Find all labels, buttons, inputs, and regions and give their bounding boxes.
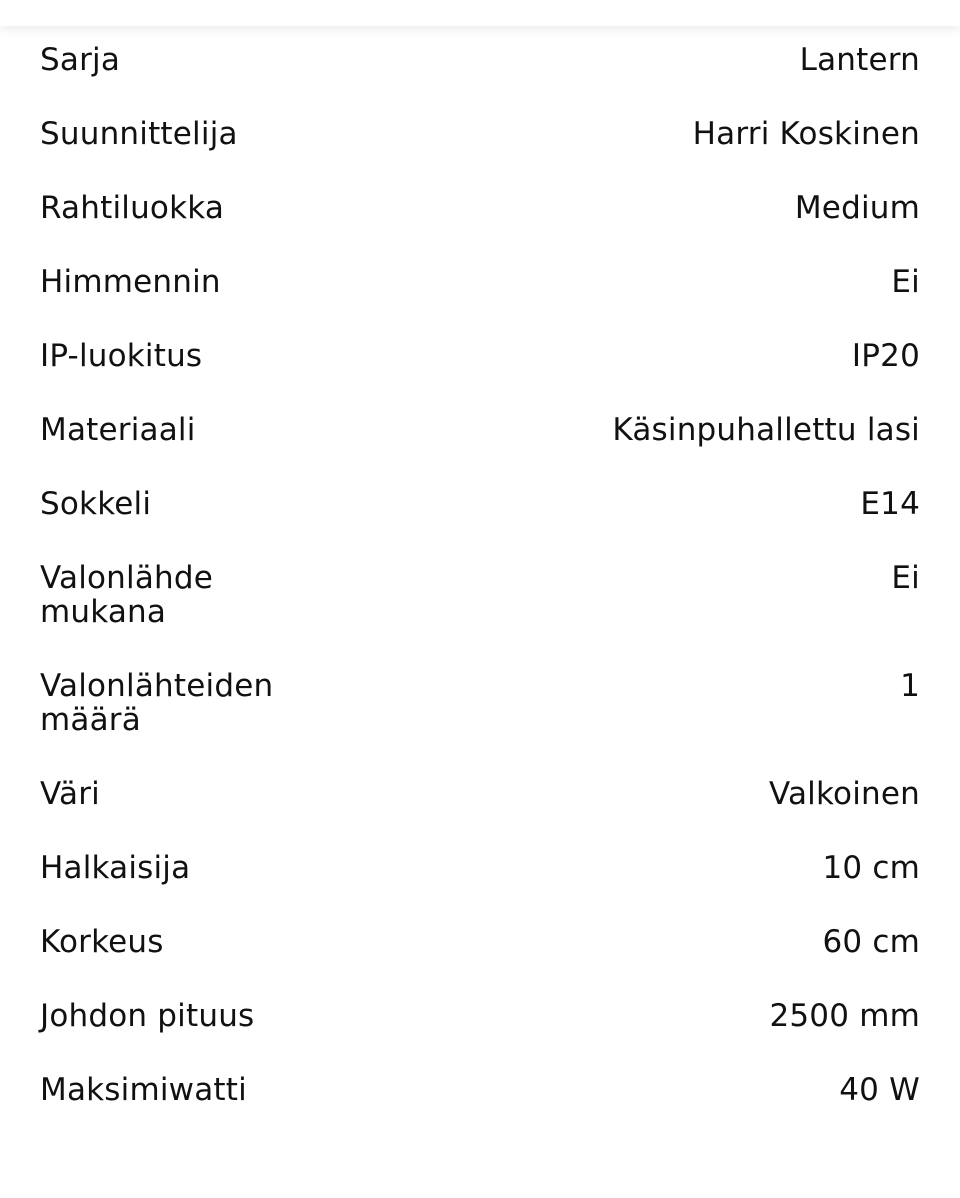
- spec-label: Valonlähde mukana: [40, 560, 214, 630]
- spec-value: 40 W: [839, 1072, 920, 1108]
- spec-label: Korkeus: [40, 924, 164, 960]
- spec-label: Sarja: [40, 42, 121, 78]
- top-bar: [0, 0, 960, 26]
- spec-value: IP20: [851, 338, 920, 374]
- spec-row: [40, 669, 920, 737]
- spec-row: [40, 413, 920, 447]
- spec-label: Sokkeli: [40, 486, 152, 522]
- spec-value: Lantern: [799, 42, 920, 78]
- spec-value: 10 cm: [822, 850, 920, 886]
- spec-row: [40, 925, 920, 959]
- spec-label: IP-luokitus: [40, 338, 203, 374]
- spec-label: Halkaisija: [40, 850, 191, 886]
- spec-value: Harri Koskinen: [692, 116, 920, 152]
- spec-label: Materiaali: [40, 412, 196, 448]
- spec-label: Valonlähteiden määrä: [40, 668, 274, 738]
- spec-label: Himmennin: [40, 264, 221, 300]
- spec-value: Ei: [891, 264, 920, 300]
- spec-value: Käsinpuhallettu lasi: [612, 412, 920, 448]
- spec-value: Valkoinen: [768, 776, 920, 812]
- spec-value: 60 cm: [822, 924, 920, 960]
- spec-row: [40, 777, 920, 811]
- spec-value: Ei: [891, 560, 920, 596]
- spec-row: [40, 487, 920, 521]
- spec-value: 2500 mm: [769, 998, 920, 1034]
- spec-value: Medium: [794, 190, 920, 226]
- spec-row: [40, 999, 920, 1033]
- spec-row: [40, 117, 920, 151]
- spec-value: 1: [900, 668, 920, 704]
- spec-label: Maksimiwatti: [40, 1072, 247, 1108]
- spec-row: [40, 43, 920, 77]
- spec-label: Suunnittelija: [40, 116, 238, 152]
- spec-row: [40, 265, 920, 299]
- spec-label: Väri: [40, 776, 100, 812]
- spec-row: [40, 1073, 920, 1107]
- spec-row: [40, 561, 920, 629]
- spec-row: [40, 191, 920, 225]
- spec-value: E14: [860, 486, 920, 522]
- spec-list: [40, 43, 920, 1147]
- spec-row: [40, 851, 920, 885]
- spec-label: Johdon pituus: [40, 998, 255, 1034]
- spec-row: [40, 339, 920, 373]
- spec-label: Rahtiluokka: [40, 190, 225, 226]
